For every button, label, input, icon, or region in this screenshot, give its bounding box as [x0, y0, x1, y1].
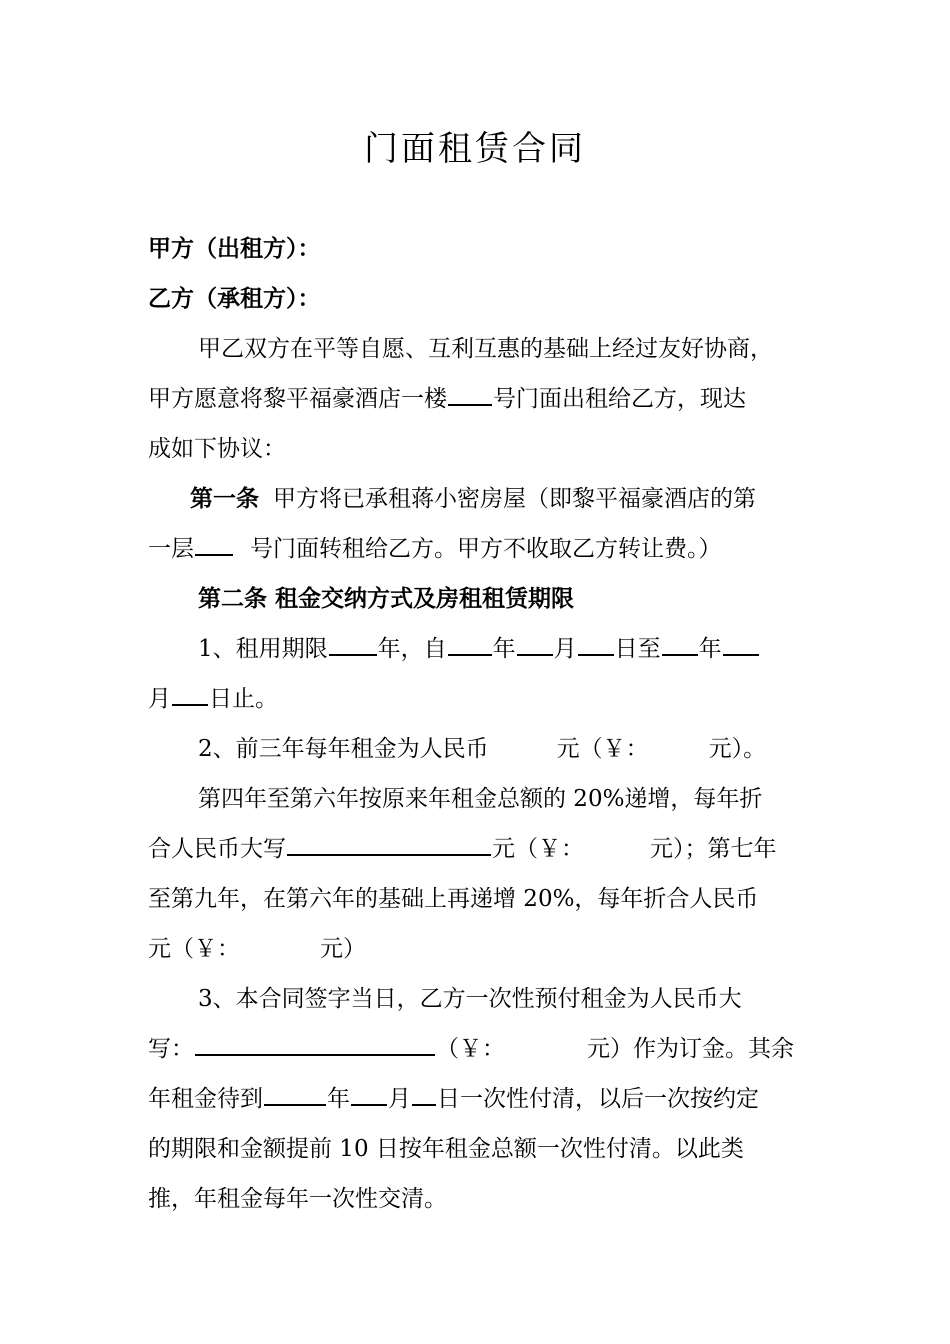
- term-text-e: 日至: [614, 636, 661, 662]
- intro-line-1: 甲乙双方在平等自愿、互利互惠的基础上经过友好协商，: [198, 336, 773, 362]
- deposit-line-1: 3、本合同签字当日，乙方一次性预付租金为人民币大: [198, 986, 742, 1012]
- start-year-blank[interactable]: [448, 630, 492, 656]
- amount-uppercase-blank[interactable]: [287, 830, 491, 856]
- term-line-2: [148, 679, 950, 719]
- pay-year-blank[interactable]: [264, 1080, 326, 1106]
- increase-line-1: 第四年至第六年按原来年租金总额的 20%递增，每年折: [198, 786, 763, 812]
- term-text-b: 年，自: [377, 636, 447, 662]
- deposit-text-a: 写：: [148, 1036, 194, 1062]
- article-1-text-b: 号门面转租给乙方。甲方不收取乙方转让费。）: [250, 536, 722, 562]
- pay-day-blank[interactable]: [412, 1080, 436, 1106]
- deposit-line-4: 的期限和金额提前 10 日按年租金总额一次性付清。以此类: [148, 1136, 744, 1162]
- article-1-text: 甲方将已承租蒋小密房屋（即黎平福豪酒店的第: [273, 486, 756, 512]
- deposit-text-f: 月: [388, 1086, 411, 1112]
- term-text-d: 月: [553, 636, 577, 662]
- deposit-text-g: 日一次性付清，以后一次按约定: [437, 1086, 759, 1112]
- increase-line-2: [148, 829, 950, 869]
- article-1-heading: 第一条: [190, 485, 259, 512]
- deposit-text-c: 元）作为订金。其余: [587, 1036, 794, 1062]
- deposit-line-5: 推，年租金每年一次性交清。: [148, 1186, 447, 1212]
- article-2-heading: 第二条 租金交纳方式及房租租赁期限: [198, 585, 575, 612]
- intro-line-2: [148, 379, 950, 419]
- term-text-c: 年: [492, 636, 516, 662]
- rent-text-c: 元）。: [708, 736, 767, 762]
- increase-text-d: 元（￥：: [148, 936, 240, 962]
- term-line-1: [198, 629, 950, 669]
- deposit-amount-blank[interactable]: [195, 1030, 435, 1056]
- rent-line: [198, 729, 950, 769]
- pay-month-blank[interactable]: [351, 1080, 387, 1106]
- intro-text-a: 甲方愿意将黎平福豪酒店一楼: [148, 386, 447, 412]
- shop-number-blank[interactable]: [448, 380, 492, 406]
- increase-line-3: 至第九年，在第六年的基础上再递增 20%，每年折合人民币: [148, 886, 759, 912]
- rent-text-a: 2、前三年每年租金为人民币: [198, 736, 489, 762]
- party-a-line: 甲方（出租方）：: [148, 235, 321, 262]
- party-b-line: 乙方（承租方）：: [148, 285, 321, 312]
- increase-line-4: [148, 929, 950, 969]
- article-1-line-1: [190, 479, 950, 519]
- term-text-h: 日止。: [209, 686, 278, 712]
- term-text-f: 年: [698, 636, 722, 662]
- article-1-text-a: 一层: [148, 536, 194, 562]
- term-years-blank[interactable]: [329, 630, 377, 656]
- intro-text-b: 号门面出租给乙方，现达: [493, 386, 746, 412]
- start-month-blank[interactable]: [517, 630, 553, 656]
- rent-text-b: 元（￥：: [556, 736, 649, 762]
- deposit-line-2: [148, 1029, 950, 1069]
- floor-shop-blank[interactable]: [195, 530, 233, 556]
- start-day-blank[interactable]: [578, 630, 614, 656]
- increase-text-a: 合人民币大写: [148, 836, 286, 862]
- end-month-blank-start[interactable]: [723, 630, 759, 656]
- end-year-blank[interactable]: [662, 630, 698, 656]
- end-day-blank[interactable]: [172, 680, 208, 706]
- deposit-line-3: [148, 1079, 950, 1119]
- intro-line-3: 成如下协议：: [148, 436, 286, 462]
- article-1-line-2: [148, 529, 950, 569]
- deposit-text-b: （￥：: [436, 1036, 505, 1062]
- term-text-a: 1、租用期限: [198, 636, 328, 662]
- document-title: 门面租赁合同: [364, 129, 586, 169]
- increase-text-c: 元）；第七年: [650, 836, 777, 862]
- term-text-g: 月: [148, 686, 171, 712]
- increase-text-b: 元（￥：: [492, 836, 584, 862]
- increase-text-e: 元）: [320, 936, 366, 962]
- deposit-text-d: 年租金待到: [148, 1086, 263, 1112]
- deposit-text-e: 年: [327, 1086, 350, 1112]
